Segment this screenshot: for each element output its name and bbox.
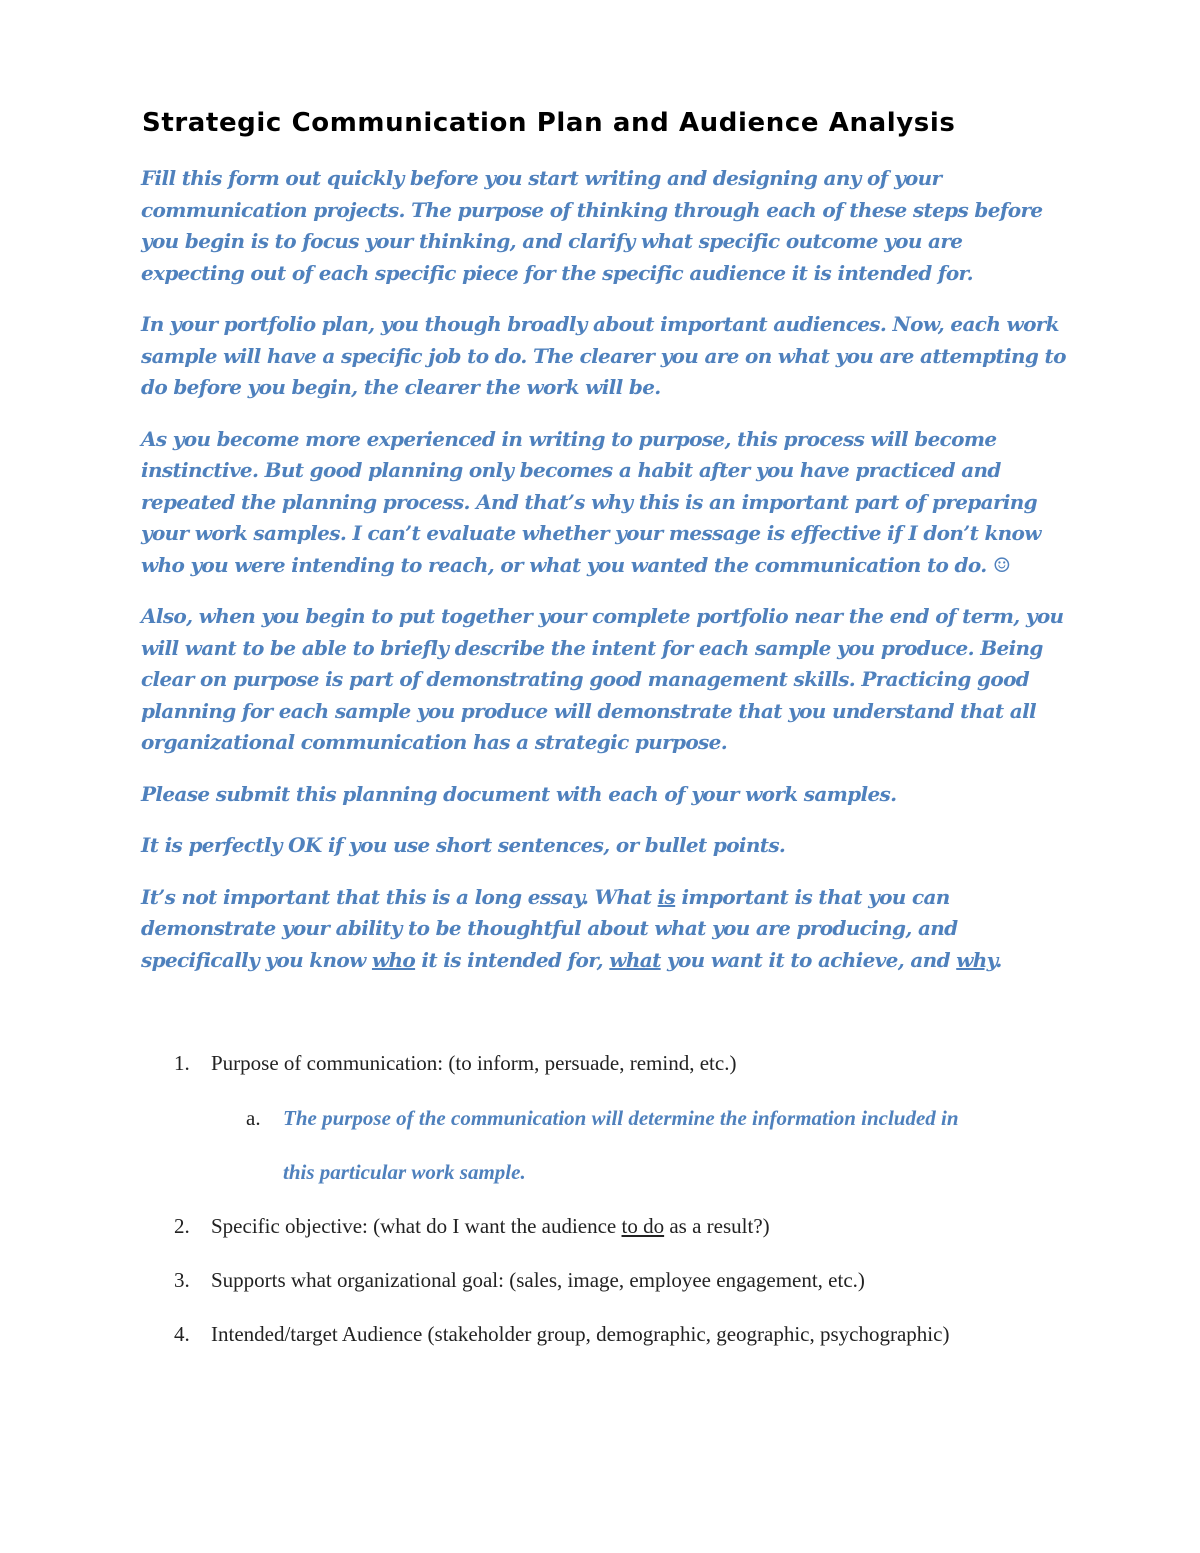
list-item-purpose: Purpose of communication: (to inform, persuade, remind, etc.) — [211, 1051, 737, 1075]
list-number-2: 2. — [174, 1214, 190, 1238]
list-number-3: 3. — [174, 1268, 190, 1292]
closing-text-1: It’s not important that this is a long essay. What — [141, 884, 658, 909]
closing-emphasis-who: who — [371, 947, 416, 972]
instruction-paragraph-5: Please submit this planning document with each of your work samples. — [141, 781, 897, 806]
closing-emphasis-what: what — [609, 947, 661, 972]
instruction-paragraph-6: It is perfectly OK if you use short sentences, or bullet points. — [141, 833, 786, 857]
closing-text-5: . — [995, 947, 1002, 972]
instruction-paragraph-4: Also, when you begin to put together your complete portfolio near the end of term, you will want to be able to briefly describe the intent for each sample you produce. Being clear on purpose is part of demonstrating good management skills. Practicing good planning for each sample you produce will demonstrate that you understand that all organizational communication has a strategic purpose. — [141, 604, 1064, 754]
list-item-objective — [211, 1214, 770, 1239]
document-title: Strategic Communication Plan and Audience Analysis — [142, 108, 956, 138]
sub-item-line-1: The purpose of the communication will determine the information included in — [283, 1106, 959, 1130]
objective-text-2: as a result?) — [664, 1214, 770, 1238]
instruction-paragraph-3-text: As you become more experienced in writing to purpose, this process will become instinctive. But good planning only becomes a habit after you have practiced and repeated the planning process. And that’s why this is an important part of preparing your work samples. I can’t evaluate whether your message is effective if I don’t know who you were intending to reach, or what you wanted the communication to do. — [141, 426, 1041, 577]
objective-emphasis: to do — [621, 1214, 665, 1238]
closing-emphasis-is: is — [657, 884, 676, 909]
instruction-paragraph-1: Fill this form out quickly before you start writing and designing any of your communication projects. The purpose of thinking through each of these steps before you begin is to focus your thinking, and clarify what specific outcome you are expecting out of each specific piece for the specific audience it is intended for. — [141, 166, 1043, 285]
sub-item-letter-a: a. — [246, 1106, 261, 1130]
objective-text-1: Specific objective: (what do I want the audience — [211, 1214, 622, 1238]
closing-text-4: you want it to achieve, and — [660, 947, 957, 972]
smiley-icon: ☺ — [992, 552, 1011, 577]
list-number-4: 4. — [174, 1322, 190, 1346]
list-item-organizational-goal: Supports what organizational goal: (sales, image, employee engagement, etc.) — [211, 1268, 865, 1292]
closing-emphasis-why: why — [956, 947, 996, 972]
closing-text-3: it is intended for, — [415, 947, 610, 972]
closing-text-2: important is that you can demonstrate your ability to be thoughtful about what you are producing, and specifically you know — [141, 884, 958, 972]
instruction-paragraph-2: In your portfolio plan, you though broadly about important audiences. Now, each work sample will have a specific job to do. The clearer you are on what you are attempting to do before you begin, the clearer the work will be. — [141, 312, 1066, 399]
sub-item-line-2: this particular work sample. — [283, 1160, 526, 1184]
list-item-target-audience: Intended/target Audience (stakeholder group, demographic, geographic, psychographic) — [211, 1322, 950, 1346]
list-number-1: 1. — [174, 1051, 190, 1075]
